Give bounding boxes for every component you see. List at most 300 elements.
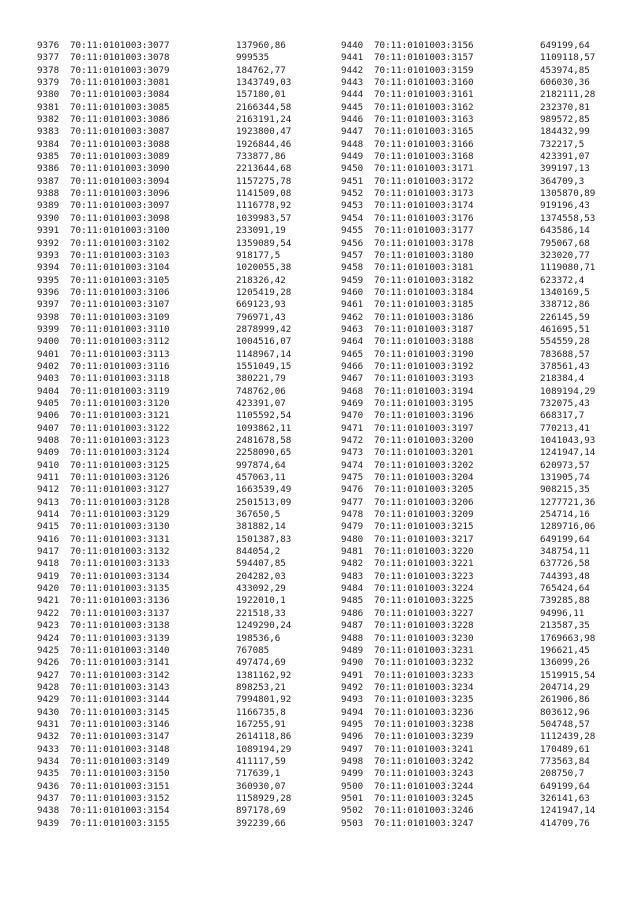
- cadastral-number: 70:11:0101003:3161: [374, 89, 474, 101]
- table-row: [341, 682, 630, 694]
- table-row: [341, 571, 630, 583]
- table-row: [341, 731, 630, 743]
- cadastral-number: 70:11:0101003:3148: [70, 743, 170, 755]
- cadastral-number: 70:11:0101003:3195: [374, 397, 474, 409]
- cadastral-value: 261906,86: [540, 694, 590, 706]
- cadastral-value: 733877,86: [236, 151, 286, 163]
- cadastral-number: 70:11:0101003:3085: [70, 101, 170, 113]
- cadastral-number: 70:11:0101003:3155: [70, 817, 170, 829]
- cadastral-number: 70:11:0101003:3138: [70, 620, 170, 632]
- row-index: 9397: [37, 299, 60, 311]
- cadastral-value: 2258090,65: [236, 447, 292, 459]
- cadastral-number: 70:11:0101003:3126: [70, 472, 170, 484]
- table-row: [341, 40, 630, 52]
- cadastral-number: 70:11:0101003:3149: [70, 755, 170, 767]
- cadastral-value: 254714,16: [540, 509, 590, 521]
- table-row: [37, 546, 326, 558]
- row-index: 9428: [37, 681, 60, 693]
- row-index: 9497: [341, 743, 364, 755]
- cadastral-number: 70:11:0101003:3159: [374, 64, 474, 76]
- cadastral-number: 70:11:0101003:3127: [70, 484, 170, 496]
- cadastral-value: 669123,93: [236, 299, 286, 311]
- cadastral-number: 70:11:0101003:3151: [70, 780, 170, 792]
- cadastral-number: 70:11:0101003:3121: [70, 410, 170, 422]
- cadastral-value: 1119080,71: [540, 262, 596, 274]
- cadastral-value: 378561,43: [540, 360, 590, 372]
- table-row: [37, 719, 326, 731]
- cadastral-number: 70:11:0101003:3146: [70, 718, 170, 730]
- table-row: [341, 262, 630, 274]
- table-row: [37, 287, 326, 299]
- row-index: 9479: [341, 521, 364, 533]
- row-index: 9403: [37, 373, 60, 385]
- cadastral-value: 649199,64: [540, 780, 590, 792]
- row-index: 9407: [37, 422, 60, 434]
- cadastral-number: 70:11:0101003:3176: [374, 212, 474, 224]
- cadastral-value: 898253,21: [236, 681, 286, 693]
- table-row: [37, 509, 326, 521]
- cadastral-value: 423391,07: [540, 151, 590, 163]
- cadastral-value: 218326,42: [236, 274, 286, 286]
- row-index: 9409: [37, 447, 60, 459]
- row-index: 9453: [341, 200, 364, 212]
- table-row: [341, 89, 630, 101]
- row-index: 9386: [37, 163, 60, 175]
- table-row: [37, 460, 326, 472]
- cadastral-value: 918177,5: [236, 249, 281, 261]
- row-index: 9445: [341, 101, 364, 113]
- row-index: 9388: [37, 188, 60, 200]
- cadastral-number: 70:11:0101003:3200: [374, 435, 474, 446]
- cadastral-number: 70:11:0101003:3227: [374, 607, 474, 619]
- table-row: [341, 558, 630, 570]
- table-row: [341, 744, 630, 756]
- table-row: [37, 608, 326, 620]
- table-row: [341, 312, 630, 324]
- cadastral-number: 70:11:0101003:3231: [374, 644, 474, 656]
- row-index: 9419: [37, 570, 60, 582]
- row-index: 9466: [341, 360, 364, 372]
- row-index: 9389: [37, 200, 60, 212]
- cadastral-value: 1359089,54: [236, 237, 292, 249]
- cadastral-value: 554559,28: [540, 336, 590, 348]
- table-row: [341, 608, 630, 620]
- table-row: [37, 521, 326, 533]
- cadastral-value: 1116778,92: [236, 200, 292, 212]
- row-index: 9472: [341, 435, 364, 446]
- cadastral-number: 70:11:0101003:3238: [374, 718, 474, 730]
- cadastral-value: 184432,99: [540, 126, 590, 138]
- row-index: 9422: [37, 607, 60, 619]
- cadastral-number: 70:11:0101003:3102: [70, 237, 170, 249]
- row-index: 9415: [37, 521, 60, 533]
- row-index: 9459: [341, 274, 364, 286]
- cadastral-number: 70:11:0101003:3185: [374, 299, 474, 311]
- cadastral-value: 796971,43: [236, 311, 286, 323]
- cadastral-number: 70:11:0101003:3205: [374, 484, 474, 496]
- row-index: 9396: [37, 286, 60, 298]
- row-index: 9382: [37, 114, 60, 126]
- table-row: [37, 768, 326, 780]
- row-index: 9440: [341, 40, 364, 51]
- row-index: 9494: [341, 706, 364, 718]
- cadastral-number: 70:11:0101003:3130: [70, 521, 170, 533]
- cadastral-number: 70:11:0101003:3245: [374, 792, 474, 804]
- table-row: [37, 497, 326, 509]
- cadastral-value: 504748,57: [540, 718, 590, 730]
- cadastral-number: 70:11:0101003:3133: [70, 558, 170, 570]
- row-index: 9473: [341, 447, 364, 459]
- cadastral-value: 803612,96: [540, 706, 590, 718]
- table-row: [37, 756, 326, 768]
- table-row: [341, 238, 630, 250]
- row-index: 9491: [341, 669, 364, 681]
- row-index: 9481: [341, 546, 364, 558]
- cadastral-number: 70:11:0101003:3105: [70, 274, 170, 286]
- row-index: 9392: [37, 237, 60, 249]
- cadastral-number: 70:11:0101003:3162: [374, 101, 474, 113]
- cadastral-number: 70:11:0101003:3232: [374, 657, 474, 669]
- table-row: [37, 163, 326, 175]
- cadastral-value: 1039983,57: [236, 212, 292, 224]
- row-index: 9484: [341, 583, 364, 595]
- cadastral-value: 1923800,47: [236, 126, 292, 138]
- table-row: [37, 324, 326, 336]
- cadastral-value: 367650,5: [236, 509, 281, 521]
- table-row: [37, 423, 326, 435]
- row-index: 9384: [37, 138, 60, 150]
- cadastral-number: 70:11:0101003:3177: [374, 225, 474, 237]
- table-row: [341, 509, 630, 521]
- cadastral-number: 70:11:0101003:3096: [70, 188, 170, 200]
- cadastral-number: 70:11:0101003:3228: [374, 620, 474, 632]
- cadastral-number: 70:11:0101003:3217: [374, 533, 474, 545]
- cadastral-value: 433092,29: [236, 583, 286, 595]
- cadastral-number: 70:11:0101003:3243: [374, 768, 474, 780]
- table-row: [37, 262, 326, 274]
- cadastral-number: 70:11:0101003:3188: [374, 336, 474, 348]
- cadastral-value: 380221,79: [236, 373, 286, 385]
- cadastral-value: 1551049,15: [236, 360, 292, 372]
- table-row: [341, 225, 630, 237]
- table-row: [341, 299, 630, 311]
- table-row: [37, 386, 326, 398]
- row-index: 9378: [37, 64, 60, 76]
- cadastral-number: 70:11:0101003:3230: [374, 632, 474, 644]
- cadastral-value: 218384,4: [540, 373, 585, 385]
- cadastral-value: 643586,14: [540, 225, 590, 237]
- cadastral-number: 70:11:0101003:3125: [70, 459, 170, 471]
- row-index: 9467: [341, 373, 364, 385]
- cadastral-number: 70:11:0101003:3172: [374, 175, 474, 187]
- row-index: 9483: [341, 570, 364, 582]
- cadastral-value: 323020,77: [540, 249, 590, 261]
- cadastral-number: 70:11:0101003:3184: [374, 286, 474, 298]
- row-index: 9464: [341, 336, 364, 348]
- row-index: 9448: [341, 138, 364, 150]
- row-index: 9498: [341, 755, 364, 767]
- row-index: 9476: [341, 484, 364, 496]
- cadastral-number: 70:11:0101003:3131: [70, 533, 170, 545]
- cadastral-value: 1381162,92: [236, 669, 292, 681]
- cadastral-number: 70:11:0101003:3192: [374, 360, 474, 372]
- cadastral-value: 137960,86: [236, 40, 286, 51]
- table-row: [37, 200, 326, 212]
- cadastral-value: 1158929,28: [236, 792, 292, 804]
- cadastral-number: 70:11:0101003:3097: [70, 200, 170, 212]
- cadastral-number: 70:11:0101003:3094: [70, 175, 170, 187]
- cadastral-value: 2614118,86: [236, 731, 292, 743]
- row-index: 9480: [341, 533, 364, 545]
- row-index: 9400: [37, 336, 60, 348]
- cadastral-value: 1241947,14: [540, 805, 596, 817]
- row-index: 9492: [341, 681, 364, 693]
- table-row: [37, 299, 326, 311]
- cadastral-value: 1249290,24: [236, 620, 292, 632]
- table-row: [37, 225, 326, 237]
- row-index: 9447: [341, 126, 364, 138]
- table-row: [341, 521, 630, 533]
- row-index: 9441: [341, 52, 364, 64]
- table-row: [341, 52, 630, 64]
- row-index: 9471: [341, 422, 364, 434]
- cadastral-value: 1020055,38: [236, 262, 292, 274]
- cadastral-value: 1093862,11: [236, 422, 292, 434]
- row-index: 9499: [341, 768, 364, 780]
- cadastral-value: 1277721,36: [540, 496, 596, 508]
- cadastral-value: 2481678,58: [236, 435, 292, 446]
- row-index: 9377: [37, 52, 60, 64]
- cadastral-value: 184762,77: [236, 64, 286, 76]
- cadastral-value: 783688,57: [540, 348, 590, 360]
- row-index: 9401: [37, 348, 60, 360]
- cadastral-value: 1241947,14: [540, 447, 596, 459]
- table-row: [341, 818, 630, 830]
- cadastral-value: 2213644,68: [236, 163, 292, 175]
- cadastral-number: 70:11:0101003:3147: [70, 731, 170, 743]
- cadastral-number: 70:11:0101003:3234: [374, 681, 474, 693]
- cadastral-value: 1340169,5: [540, 286, 590, 298]
- cadastral-value: 767085: [236, 644, 270, 656]
- cadastral-number: 70:11:0101003:3150: [70, 768, 170, 780]
- row-index: 9417: [37, 546, 60, 558]
- row-index: 9446: [341, 114, 364, 126]
- table-row: [341, 163, 630, 175]
- cadastral-number: 70:11:0101003:3160: [374, 77, 474, 89]
- row-index: 9474: [341, 459, 364, 471]
- cadastral-value: 338712,86: [540, 299, 590, 311]
- table-row: [341, 595, 630, 607]
- row-index: 9387: [37, 175, 60, 187]
- cadastral-value: 1305870,89: [540, 188, 596, 200]
- table-row: [37, 620, 326, 632]
- cadastral-number: 70:11:0101003:3145: [70, 706, 170, 718]
- table-row: [341, 324, 630, 336]
- table-row: [37, 102, 326, 114]
- cadastral-number: 70:11:0101003:3209: [374, 509, 474, 521]
- cadastral-value: 620973,57: [540, 459, 590, 471]
- row-index: 9495: [341, 718, 364, 730]
- table-row: [341, 373, 630, 385]
- row-index: 9477: [341, 496, 364, 508]
- cadastral-number: 70:11:0101003:3235: [374, 694, 474, 706]
- cadastral-value: 606030,36: [540, 77, 590, 89]
- table-row: [341, 114, 630, 126]
- cadastral-value: 732217,5: [540, 138, 585, 150]
- table-row: [37, 694, 326, 706]
- row-index: 9462: [341, 311, 364, 323]
- cadastral-value: 198536,6: [236, 632, 281, 644]
- cadastral-value: 594407,85: [236, 558, 286, 570]
- cadastral-number: 70:11:0101003:3220: [374, 546, 474, 558]
- cadastral-number: 70:11:0101003:3206: [374, 496, 474, 508]
- table-row: [37, 151, 326, 163]
- cadastral-value: 1089194,29: [540, 385, 596, 397]
- table-row: [37, 77, 326, 89]
- table-row: [341, 707, 630, 719]
- table-row: [341, 620, 630, 632]
- row-index: 9423: [37, 620, 60, 632]
- cadastral-number: 70:11:0101003:3142: [70, 669, 170, 681]
- row-index: 9487: [341, 620, 364, 632]
- table-row: [37, 534, 326, 546]
- cadastral-number: 70:11:0101003:3223: [374, 570, 474, 582]
- cadastral-number: 70:11:0101003:3139: [70, 632, 170, 644]
- table-row: [37, 52, 326, 64]
- table-row: [37, 275, 326, 287]
- cadastral-value: 221518,33: [236, 607, 286, 619]
- table-row: [341, 694, 630, 706]
- table-row: [37, 805, 326, 817]
- cadastral-value: 1112439,28: [540, 731, 596, 743]
- row-index: 9432: [37, 731, 60, 743]
- row-index: 9451: [341, 175, 364, 187]
- table-row: [341, 460, 630, 472]
- cadastral-value: 423391,07: [236, 397, 286, 409]
- cadastral-number: 70:11:0101003:3107: [70, 299, 170, 311]
- cadastral-number: 70:11:0101003:3242: [374, 755, 474, 767]
- cadastral-number: 70:11:0101003:3204: [374, 472, 474, 484]
- row-index: 9450: [341, 163, 364, 175]
- row-index: 9394: [37, 262, 60, 274]
- row-index: 9456: [341, 237, 364, 249]
- row-index: 9379: [37, 77, 60, 89]
- row-index: 9482: [341, 558, 364, 570]
- table-row: [341, 768, 630, 780]
- cadastral-value: 1089194,29: [236, 743, 292, 755]
- cadastral-value: 364709,3: [540, 175, 585, 187]
- row-index: 9430: [37, 706, 60, 718]
- cadastral-number: 70:11:0101003:3103: [70, 249, 170, 261]
- row-index: 9410: [37, 459, 60, 471]
- cadastral-value: 232370,81: [540, 101, 590, 113]
- table-row: [341, 633, 630, 645]
- cadastral-value: 453974,85: [540, 64, 590, 76]
- cadastral-value: 770213,41: [540, 422, 590, 434]
- row-index: 9376: [37, 40, 60, 51]
- cadastral-value: 739285,88: [540, 595, 590, 607]
- cadastral-number: 70:11:0101003:3239: [374, 731, 474, 743]
- row-index: 9485: [341, 595, 364, 607]
- table-row: [341, 386, 630, 398]
- table-row: [341, 250, 630, 262]
- cadastral-value: 1926844,46: [236, 138, 292, 150]
- row-index: 9500: [341, 780, 364, 792]
- table-row: [341, 126, 630, 138]
- cadastral-value: 999535: [236, 52, 270, 64]
- cadastral-number: 70:11:0101003:3088: [70, 138, 170, 150]
- cadastral-value: 1148967,14: [236, 348, 292, 360]
- cadastral-number: 70:11:0101003:3100: [70, 225, 170, 237]
- cadastral-number: 70:11:0101003:3109: [70, 311, 170, 323]
- table-row: [341, 756, 630, 768]
- cadastral-value: 411117,59: [236, 755, 286, 767]
- table-row: [341, 139, 630, 151]
- cadastral-value: 1109118,57: [540, 52, 596, 64]
- row-index: 9391: [37, 225, 60, 237]
- cadastral-value: 1105592,54: [236, 410, 292, 422]
- cadastral-value: 497474,69: [236, 657, 286, 669]
- table-row: [37, 410, 326, 422]
- table-row: [37, 558, 326, 570]
- cadastral-value: 649199,64: [540, 40, 590, 51]
- cadastral-number: 70:11:0101003:3187: [374, 323, 474, 335]
- cadastral-number: 70:11:0101003:3194: [374, 385, 474, 397]
- row-index: 9418: [37, 558, 60, 570]
- row-index: 9433: [37, 743, 60, 755]
- table-row: [37, 583, 326, 595]
- table-row: [37, 670, 326, 682]
- cadastral-number: 70:11:0101003:3241: [374, 743, 474, 755]
- table-row: [341, 349, 630, 361]
- cadastral-value: 204282,03: [236, 570, 286, 582]
- cadastral-number: 70:11:0101003:3106: [70, 286, 170, 298]
- row-index: 9444: [341, 89, 364, 101]
- cadastral-value: 204714,29: [540, 681, 590, 693]
- row-index: 9489: [341, 644, 364, 656]
- row-index: 9475: [341, 472, 364, 484]
- cadastral-number: 70:11:0101003:3225: [374, 595, 474, 607]
- row-index: 9398: [37, 311, 60, 323]
- cadastral-number: 70:11:0101003:3163: [374, 114, 474, 126]
- table-row: [341, 781, 630, 793]
- cadastral-number: 70:11:0101003:3116: [70, 360, 170, 372]
- table-row: [37, 89, 326, 101]
- cadastral-number: 70:11:0101003:3087: [70, 126, 170, 138]
- table-row: [37, 312, 326, 324]
- cadastral-number: 70:11:0101003:3113: [70, 348, 170, 360]
- cadastral-value: 414709,76: [540, 817, 590, 829]
- row-index: 9412: [37, 484, 60, 496]
- cadastral-number: 70:11:0101003:3152: [70, 792, 170, 804]
- table-row: [341, 336, 630, 348]
- cadastral-value: 1205419,28: [236, 286, 292, 298]
- table-row: [341, 435, 630, 447]
- table-row: [341, 151, 630, 163]
- cadastral-value: 744393,48: [540, 570, 590, 582]
- table-row: [341, 546, 630, 558]
- table-row: [341, 805, 630, 817]
- table-row: [37, 336, 326, 348]
- row-index: 9395: [37, 274, 60, 286]
- cadastral-number: 70:11:0101003:3171: [374, 163, 474, 175]
- cadastral-value: 2182111,28: [540, 89, 596, 101]
- cadastral-number: 70:11:0101003:3174: [374, 200, 474, 212]
- cadastral-number: 70:11:0101003:3233: [374, 669, 474, 681]
- table-row: [37, 818, 326, 830]
- cadastral-value: 360930,07: [236, 780, 286, 792]
- row-index: 9438: [37, 805, 60, 817]
